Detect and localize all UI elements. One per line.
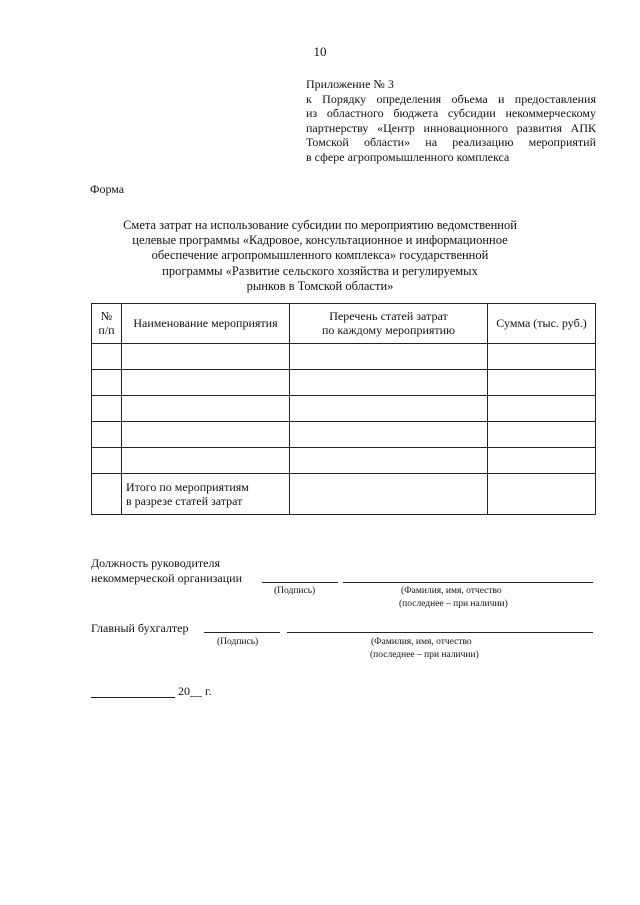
table-cell[interactable] (92, 396, 122, 422)
appendix-line: партнерству «Центр инновационного развития АПК (306, 120, 596, 135)
table-cell[interactable] (122, 448, 290, 474)
header-cost-items (290, 304, 488, 344)
appendix-block (306, 77, 596, 165)
head-signature-line[interactable] (262, 582, 338, 583)
table-row (92, 370, 596, 396)
title-line: Смета затрат на использование субсидии по мероприятию ведомственной (123, 218, 517, 232)
accountant-label: Главный бухгалтер (91, 621, 189, 635)
table-cell[interactable] (122, 396, 290, 422)
table-cell[interactable] (122, 370, 290, 396)
table-cell[interactable] (488, 396, 596, 422)
table-cell[interactable] (92, 370, 122, 396)
total-label-line2: в разрезе статей затрат (126, 494, 243, 508)
head-name-line[interactable] (343, 582, 593, 583)
head-signature-caption: (Подпись) (274, 586, 316, 596)
table-row (92, 396, 596, 422)
document-title (120, 218, 520, 294)
header-event-name (122, 304, 290, 344)
table-cell[interactable] (122, 344, 290, 370)
total-label-line1: Итого по мероприятиям (126, 479, 249, 494)
appendix-line: к Порядку определения объема и предоставления (306, 91, 596, 106)
table-cell[interactable] (92, 448, 122, 474)
table-cell[interactable] (290, 396, 488, 422)
header-number-line2: п/п (98, 322, 115, 337)
page-number: 10 (313, 44, 327, 59)
form-label: Форма (90, 182, 125, 196)
table-cell[interactable] (290, 344, 488, 370)
date-year-suffix: 20__ г. (178, 684, 212, 698)
accountant-signature-line[interactable] (204, 632, 280, 633)
table-cell[interactable] (488, 344, 596, 370)
table-cell[interactable] (290, 448, 488, 474)
table-cell[interactable] (488, 422, 596, 448)
title-line: целевые программы «Кадровое, консультационное и информационное (132, 233, 508, 248)
table-row (92, 448, 596, 474)
head-name-caption-line1: (Фамилия, имя, отчество (401, 586, 502, 596)
title-line: обеспечение агропромышленного комплекса» государственной (151, 248, 489, 263)
date-line[interactable] (91, 697, 175, 698)
table-row (92, 422, 596, 448)
header-sum-text: Сумма (тыс. руб.) (496, 315, 587, 330)
header-number (92, 304, 122, 344)
table-cell[interactable] (92, 474, 122, 515)
header-event-name-text: Наименование мероприятия (133, 315, 278, 330)
table-cell[interactable] (122, 422, 290, 448)
accountant-signature-caption: (Подпись) (217, 637, 259, 647)
appendix-line: Томской области» на реализацию мероприятий (306, 135, 596, 150)
table-row (92, 344, 596, 370)
table-cell[interactable] (290, 422, 488, 448)
title-line: рынков в Томской области» (246, 278, 394, 293)
table-cell[interactable] (290, 474, 488, 515)
appendix-line: в сфере агропромышленного комплекса (306, 149, 510, 164)
table-cell[interactable] (92, 422, 122, 448)
header-number-line1: № (100, 309, 113, 323)
total-label (122, 474, 290, 515)
header-cost-items-line1: Перечень статей затрат (329, 309, 448, 323)
accountant-name-caption-line1: (Фамилия, имя, отчество (371, 637, 472, 647)
head-position-label-line1: Должность руководителя (91, 556, 220, 570)
title-line: программы «Развитие сельского хозяйства и регулируемых (162, 263, 478, 278)
cost-estimate-table (91, 303, 596, 515)
header-sum (488, 304, 596, 344)
head-position-label-line2: некоммерческой организации (91, 571, 243, 585)
head-name-caption-line2: (последнее – при наличии) (399, 599, 508, 609)
header-cost-items-line2: по каждому мероприятию (321, 322, 456, 337)
accountant-name-line[interactable] (287, 632, 593, 633)
appendix-line: Приложение № 3 (306, 77, 394, 91)
table-cell[interactable] (92, 344, 122, 370)
table-cell[interactable] (488, 474, 596, 515)
table-cell[interactable] (488, 370, 596, 396)
appendix-line: из областного бюджета субсидии некоммерческому (306, 106, 596, 121)
table-cell[interactable] (488, 448, 596, 474)
table-total-row (92, 474, 596, 515)
accountant-name-caption-line2: (последнее – при наличии) (370, 650, 479, 660)
table-header-row (92, 304, 596, 344)
table-cell[interactable] (290, 370, 488, 396)
